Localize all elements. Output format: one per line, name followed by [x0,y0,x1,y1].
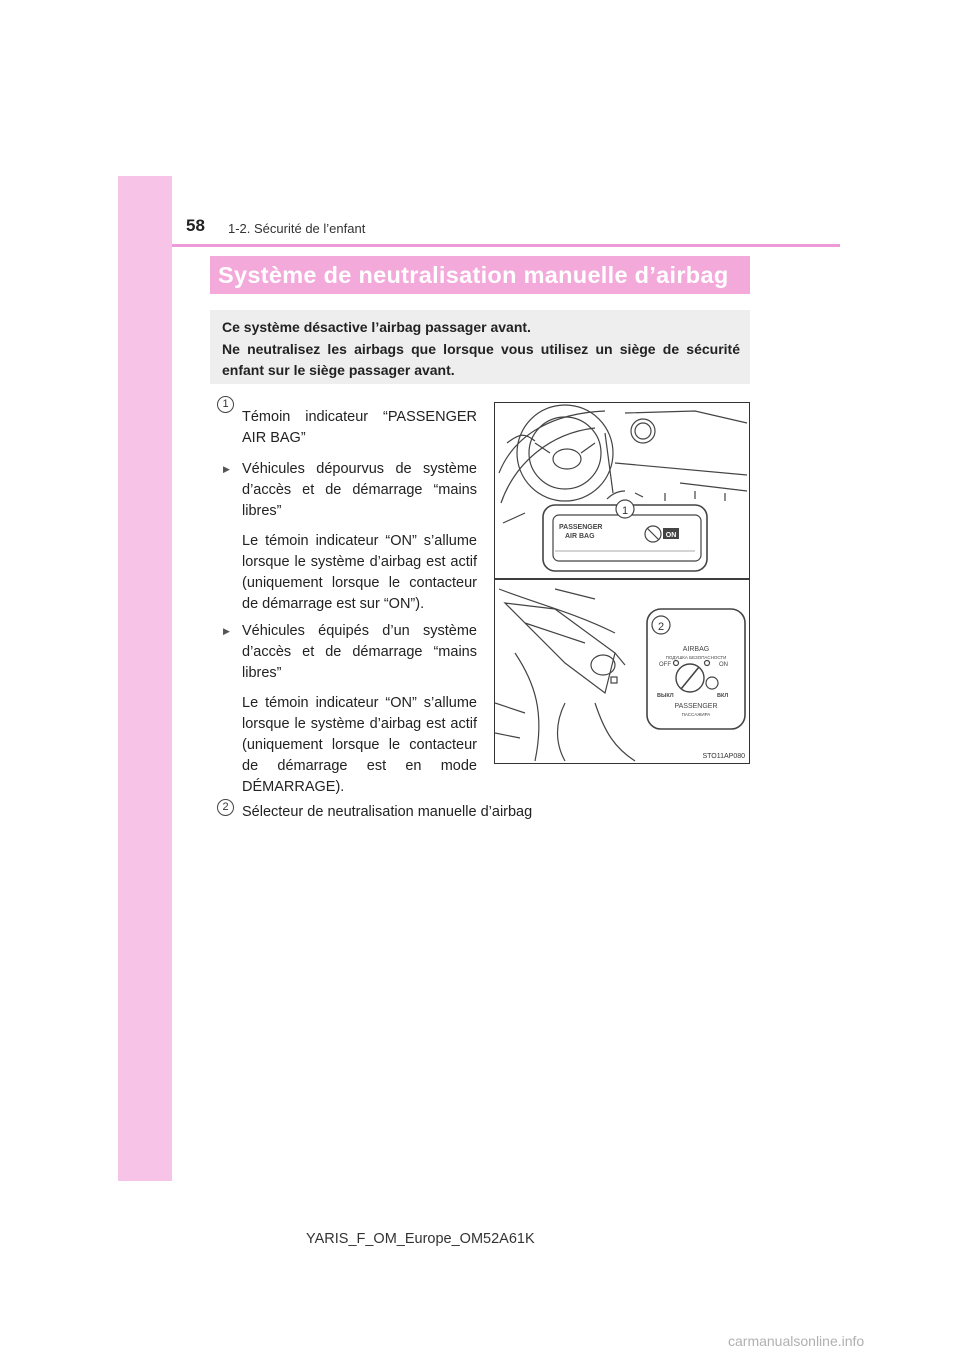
section-reference: 1-2. Sécurité de l’enfant [228,221,366,236]
header-rule [172,244,840,247]
item-number-1: 1 [217,396,234,413]
bullet-2 [223,621,477,798]
item-number-2: 2 [217,799,234,816]
watermark: carmanualsonline.info [728,1333,865,1349]
indicator-on-text: ON [665,532,677,539]
callout-2: 2 [657,621,665,633]
side-tab-band [118,176,172,1181]
footer-doc-id: YARIS_F_OM_Europe_OM52A61K [306,1231,535,1247]
intro-box [210,310,750,384]
switch-airbag-ru-text: ПОДУШКА БЕЗОПАСНОСТИ [665,655,727,660]
bullet-2-text: Le témoin indicateur “ON” s’allume lorsque le système d’airbag est actif (uniquement lorsque le contacteur de démarrage est en mode DÉMARRAGE). [242,695,477,795]
triangle-bullet-icon: ▶ [223,626,230,636]
bullet-1-text: Le témoin indicateur “ON” s’allume lorsque le système d’airbag est actif (uniquement lorsque le contacteur de démarrage est sur “ON”). [242,533,477,612]
section-title: Système de neutralisation manuelle d’airbag [210,256,750,294]
switch-passenger-text: PASSENGER [674,703,718,710]
switch-on-ru-text: ВКЛ [717,693,729,699]
airbag-illustration [495,403,749,763]
bullet-1 [223,459,477,615]
switch-airbag-text: AIRBAG [682,646,710,653]
bullet-2-heading: Véhicules équipés d’un système d’accès et de démarrage “mains libres” [242,623,477,681]
item-1-label [242,407,477,449]
switch-off-text: OFF [659,662,671,668]
figure-code: STO11AP080 [702,753,745,760]
indicator-passenger-text: PASSENGER [559,524,603,531]
switch-off-ru-text: ВЫКЛ [657,693,674,699]
switch-passenger-ru-text: ПАССАЖИРА [681,712,711,717]
callout-1: 1 [621,505,629,517]
intro-line-1: Ce système désactive l’airbag passager avant. [222,319,531,335]
bullet-1-heading: Véhicules dépourvus de système d’accès et de démarrage “mains libres” [242,461,477,519]
airbag-figure [494,402,750,764]
page-number: 58 [186,216,205,235]
indicator-airbag-text: AIR BAG [565,533,595,540]
item-1-label-text: Témoin indicateur “PASSENGER AIR BAG” [242,409,477,446]
triangle-bullet-icon: ▶ [223,464,230,474]
item-2-label: Sélecteur de neutralisation manuelle d’airbag [242,804,533,820]
intro-line-2: Ne neutralisez les airbags que lorsque vous utilisez un siège de sécurité enfant sur le siège passager avant. [222,340,740,378]
switch-on-text: ON [719,662,728,668]
